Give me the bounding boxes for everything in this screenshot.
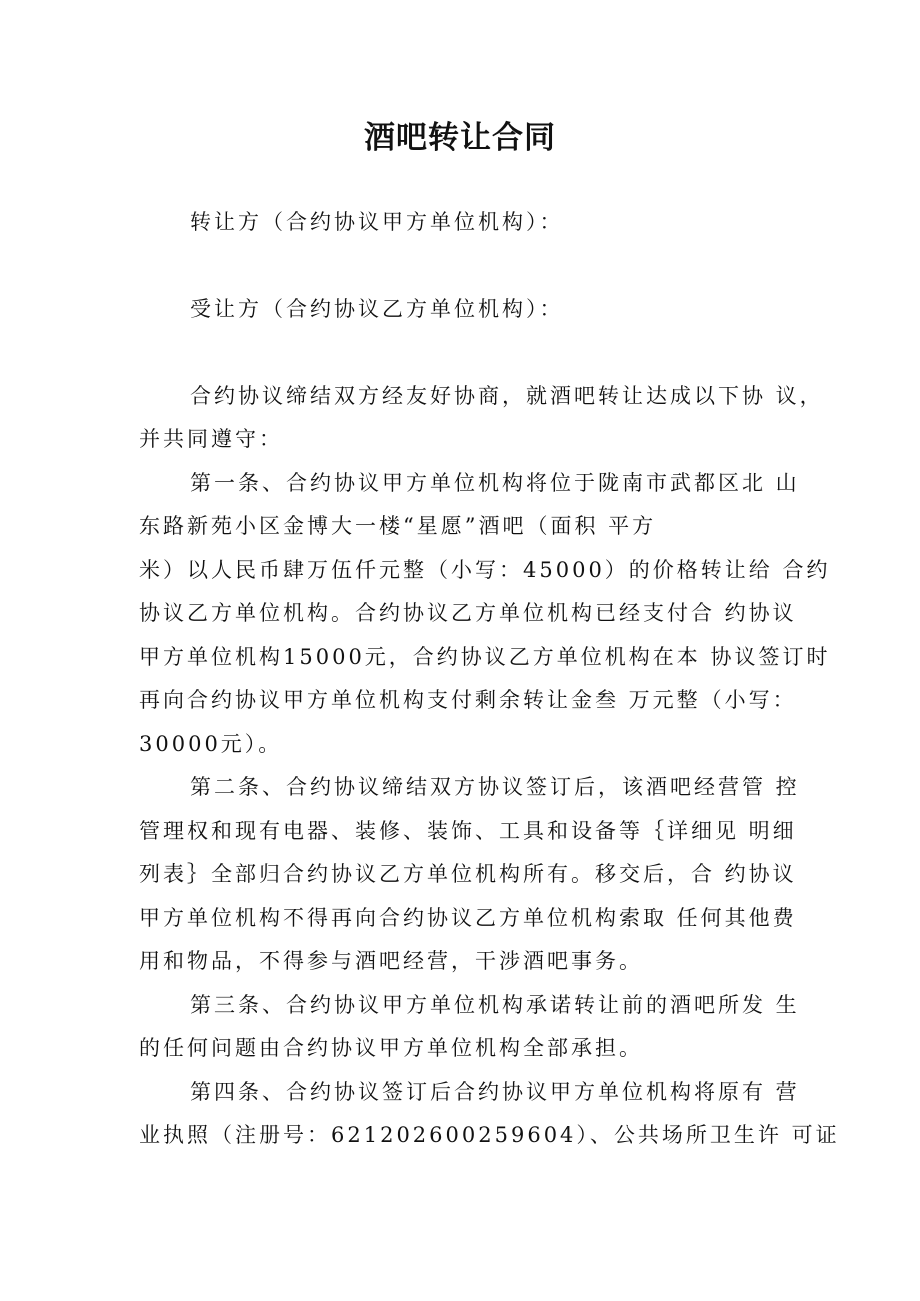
paragraph-line: 甲方单位机构15000元，合约协议乙方单位机构在本 协议签订时 xyxy=(139,645,831,669)
paragraph-line: 东路新苑小区金博大一楼“星愿”酒吧（面积 平方 xyxy=(139,514,657,538)
paragraph-line: 30000元）。 xyxy=(139,732,283,756)
paragraph-line: 管理权和现有电器、装修、装饰、工具和设备等｛详细见 明细 xyxy=(139,819,797,843)
paragraph-line: 第一条、合约协议甲方单位机构将位于陇南市武都区北 山 xyxy=(190,471,800,495)
paragraph-line: 并共同遵守： xyxy=(139,427,283,451)
paragraph-line: 米）以人民币肆万伍仟元整（小写：45000）的价格转让给 合约 xyxy=(139,558,831,582)
transferor-label: 转让方（合约协议甲方单位机构）： xyxy=(190,210,564,234)
paragraph-line: 第二条、合约协议缔结双方协议签订后，该酒吧经营管 控 xyxy=(190,775,800,799)
paragraph-line: 协议乙方单位机构。合约协议乙方单位机构已经支付合 约协议 xyxy=(139,601,797,625)
paragraph-line: 再向合约协议甲方单位机构支付剩余转让金叁 万元整（小写： xyxy=(139,688,797,712)
paragraph-line: 业执照（注册号：621202600259604）、公共场所卫生许 可证 xyxy=(139,1123,840,1147)
paragraph-line: 甲方单位机构不得再向合约协议乙方单位机构索取 任何其他费 xyxy=(139,906,797,930)
transferee-label: 受让方（合约协议乙方单位机构）： xyxy=(190,297,564,321)
paragraph-line: 第三条、合约协议甲方单位机构承诺转让前的酒吧所发 生 xyxy=(190,993,800,1017)
paragraph-line: 的任何问题由合约协议甲方单位机构全部承担。 xyxy=(139,1036,643,1060)
paragraph-line: 第四条、合约协议签订后合约协议甲方单位机构将原有 营 xyxy=(190,1080,800,1104)
document-title: 酒吧转让合同 xyxy=(364,120,556,156)
paragraph-line: 合约协议缔结双方经友好协商，就酒吧转让达成以下协 议， xyxy=(190,384,824,408)
paragraph-line: 用和物品，不得参与酒吧经营，干涉酒吧事务。 xyxy=(139,949,643,973)
paragraph-line: 列表｝全部归合约协议乙方单位机构所有。移交后，合 约协议 xyxy=(139,862,797,886)
